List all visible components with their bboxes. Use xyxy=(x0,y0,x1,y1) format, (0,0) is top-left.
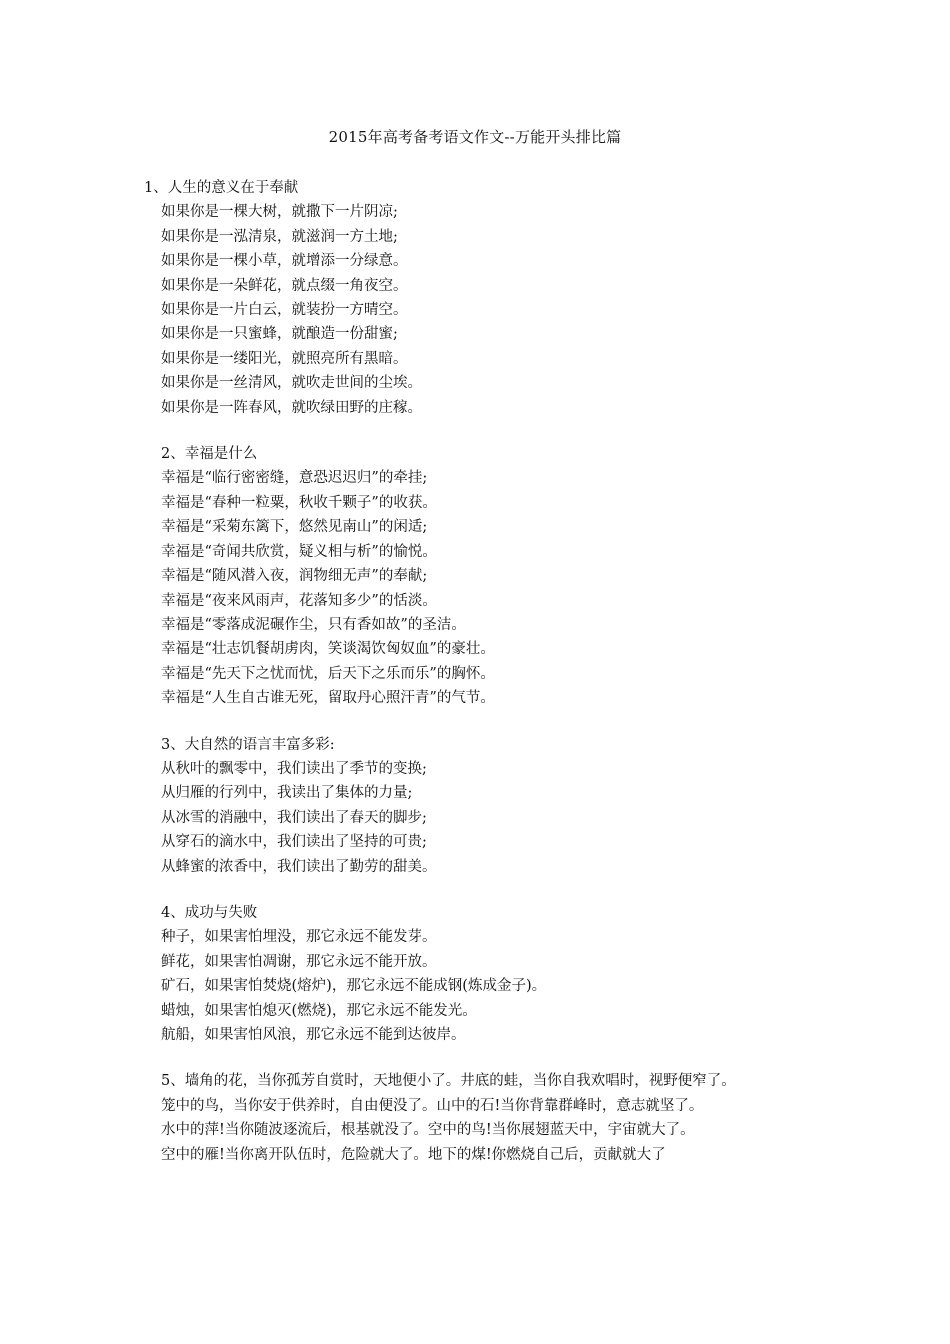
body-line: 从穿石的滴水中，我们读出了坚持的可贵; xyxy=(161,834,427,851)
body-line: 如果你是一棵小草，就增添一分绿意。 xyxy=(161,253,408,270)
body-line: 鲜花，如果害怕凋谢，那它永远不能开放。 xyxy=(161,953,437,970)
body-line: 水中的萍!当你随波逐流后，根基就没了。空中的鸟!当你展翅蓝天中，宇宙就大了。 xyxy=(161,1122,695,1139)
body-line: 空中的雁!当你离开队伍时，危险就大了。地下的煤!你燃烧自己后，贡献就大了 xyxy=(161,1146,666,1163)
body-line: 如果你是一只蜜蜂，就酿造一份甜蜜; xyxy=(161,326,398,343)
body-line: 种子，如果害怕埋没，那它永远不能发芽。 xyxy=(161,929,437,946)
document-body xyxy=(144,176,844,1189)
section-heading: 4、成功与失败 xyxy=(161,904,258,921)
body-line: 幸福是“人生自古谁无死，留取丹心照汗青”的气节。 xyxy=(161,690,495,707)
section-heading: 2、幸福是什么 xyxy=(161,446,258,463)
body-line: 幸福是“随风潜入夜，润物细无声”的奉献; xyxy=(161,568,428,585)
section-1 xyxy=(144,176,844,420)
body-line: 幸福是“奇闻共欣赏，疑义相与析”的愉悦。 xyxy=(161,543,437,560)
body-line: 从秋叶的飘零中，我们读出了季节的变换; xyxy=(161,760,427,777)
section-heading: 1、人生的意义在于奉献 xyxy=(144,180,299,196)
body-line: 幸福是“先天下之忧而忧，后天下之乐而乐”的胸怀。 xyxy=(161,665,495,682)
body-line: 幸福是“夜来风雨声，花落知多少”的恬淡。 xyxy=(161,592,437,609)
body-line: 航船，如果害怕风浪，那它永远不能到达彼岸。 xyxy=(161,1027,466,1043)
body-line: 幸福是“采菊东篱下，悠然见南山”的闲适; xyxy=(161,519,428,536)
body-line: 从归雁的行列中，我读出了集体的力量; xyxy=(161,785,413,802)
body-line: 如果你是一丝清风，就吹走世间的尘埃。 xyxy=(161,375,422,392)
section-2 xyxy=(144,442,844,710)
section-heading: 5、墙角的花，当你孤芳自赏时，天地便小了。井底的蛙，当你自我欢唱时，视野便窄了。 xyxy=(161,1073,736,1090)
body-line: 如果你是一缕阳光，就照亮所有黑暗。 xyxy=(161,350,408,367)
section-3 xyxy=(144,733,844,879)
body-line: 从冰雪的消融中，我们读出了春天的脚步; xyxy=(161,809,427,826)
body-line: 幸福是“春种一粒粟，秋收千颗子”的收获。 xyxy=(161,494,437,511)
body-line: 从蜂蜜的浓香中，我们读出了勤劳的甜美。 xyxy=(161,858,437,875)
section-heading: 3、大自然的语言丰富多彩: xyxy=(161,736,335,753)
body-line: 矿石，如果害怕焚烧(熔炉)，那它永远不能成钢(炼成金子)。 xyxy=(161,978,547,995)
document-title: 2015年高考备考语文作文--万能开头排比篇 xyxy=(328,128,622,146)
section-4 xyxy=(144,901,844,1047)
body-line: 如果你是一片白云，就装扮一方晴空。 xyxy=(161,302,408,319)
body-line: 如果你是一朵鲜花，就点缀一角夜空。 xyxy=(161,277,408,294)
body-line: 如果你是一泓清泉，就滋润一方土地; xyxy=(161,228,398,245)
body-line: 笼中的鸟，当你安于供养时，自由便没了。山中的石!当你背靠群峰时，意志就坚了。 xyxy=(161,1097,704,1114)
body-line: 如果你是一阵春风，就吹绿田野的庄稼。 xyxy=(161,399,422,416)
body-line: 幸福是“零落成泥碾作尘，只有香如故”的圣洁。 xyxy=(161,616,466,633)
section-5 xyxy=(144,1069,844,1167)
body-line: 幸福是“临行密密缝，意恐迟迟归”的牵挂; xyxy=(161,470,428,487)
body-line: 幸福是“壮志饥餐胡虏肉，笑谈渴饮匈奴血”的豪壮。 xyxy=(161,641,495,658)
body-line: 蜡烛，如果害怕熄灭(燃烧)，那它永远不能发光。 xyxy=(161,1002,477,1019)
body-line: 如果你是一棵大树，就撒下一片阴凉; xyxy=(161,204,398,221)
